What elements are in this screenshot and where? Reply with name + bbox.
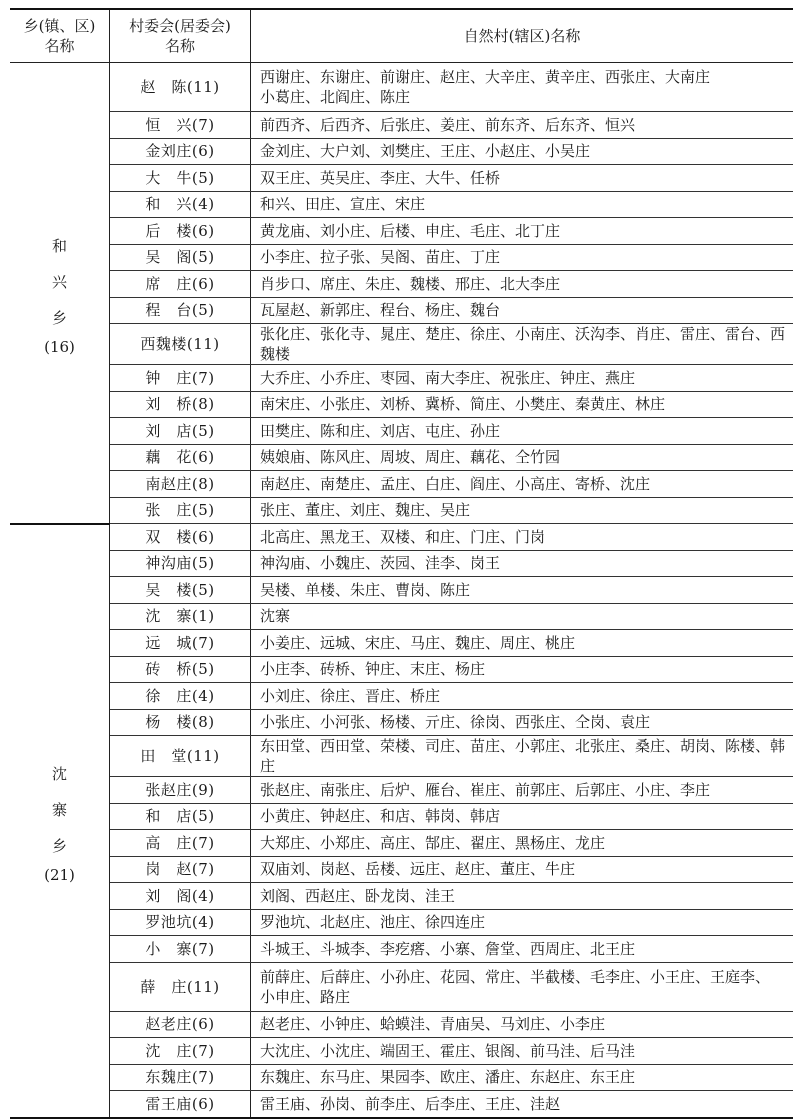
table-row [10,936,793,963]
natural-villages-line: 大沈庄、小沈庄、端固王、霍庄、银阁、前马洼、后马洼 [260,1041,636,1060]
natural-villages-cell [251,777,794,804]
natural-villages-line: 小申庄、路庄 [260,987,351,1006]
village-committee-cell: 东魏庄(7) [110,1064,251,1091]
village-committee-cell: 金刘庄(6) [110,138,251,165]
natural-villages-cell [251,603,794,630]
natural-villages-line: 刘阁、西赵庄、卧龙岗、洼王 [260,886,456,905]
town-name-char: 沈 [51,764,67,783]
village-committee-cell: 岗 赵(7) [110,856,251,883]
table-row [10,218,793,245]
village-committee-cell: 罗池坑(4) [110,909,251,936]
town-name-char: 乡 [51,308,67,327]
village-committee-cell: 钟 庄(7) [110,365,251,392]
table-row [10,244,793,271]
header-row [10,9,793,63]
natural-villages-cell [251,803,794,830]
natural-villages-cell [251,218,794,245]
natural-villages-cell [251,271,794,298]
natural-villages-line: 瓦屋赵、新郭庄、程台、杨庄、魏台 [260,301,501,320]
natural-villages-line: 东魏庄、东马庄、果园李、欧庄、潘庄、东赵庄、东王庄 [260,1068,636,1087]
table-body [10,63,793,1118]
table-row [10,324,793,365]
village-committee-cell: 西魏楼(11) [110,324,251,365]
table-row [10,297,793,324]
village-committee-cell: 砖 桥(5) [110,656,251,683]
table-row [10,1011,793,1038]
village-committee-cell: 杨 楼(8) [110,709,251,736]
natural-villages-line: 肖步口、席庄、朱庄、魏楼、邢庄、北大李庄 [260,274,561,293]
village-committee-cell: 后 楼(6) [110,218,251,245]
village-committee-cell: 和 店(5) [110,803,251,830]
village-committee-cell: 薛 庄(11) [110,962,251,1011]
village-table [10,8,793,1119]
natural-villages-line: 雷王庙、孙岗、前李庄、后李庄、王庄、洼赵 [260,1094,561,1113]
natural-villages-cell [251,165,794,192]
natural-villages-line: 赵老庄、小钟庄、蛤蟆洼、青庙吴、马刘庄、小李庄 [260,1015,606,1034]
table-row [10,909,793,936]
table-row [10,803,793,830]
natural-villages-cell [251,1064,794,1091]
natural-villages-line: 双庙刘、岗赵、岳楼、远庄、赵庄、董庄、牛庄 [260,860,576,879]
natural-villages-line: 小黄庄、钟赵庄、和店、韩岗、韩店 [260,807,501,826]
village-committee-cell: 程 台(5) [110,297,251,324]
natural-villages-cell [251,1091,794,1118]
natural-villages-line: 前西齐、后西齐、后张庄、姜庄、前东齐、后东齐、恒兴 [260,115,636,134]
natural-villages-line: 和兴、田庄、宣庄、宋庄 [260,195,426,214]
header-natural-village: 自然村(辖区)名称 [251,9,794,63]
table-row [10,550,793,577]
natural-villages-line: 小李庄、拉子张、吴阁、苗庄、丁庄 [260,248,501,267]
table-row [10,1091,793,1118]
natural-villages-cell [251,630,794,657]
natural-villages-line: 前薛庄、后薛庄、小孙庄、花园、常庄、半截楼、毛李庄、小王庄、王庭李、 [260,967,771,986]
table-row [10,630,793,657]
natural-villages-line: 黄龙庙、刘小庄、后楼、申庄、毛庄、北丁庄 [260,221,561,240]
natural-villages-line: 张化庄、张化寺、晁庄、楚庄、徐庄、小南庄、沃沟李、肖庄、雷庄、雷台、西魏楼 [260,325,786,363]
village-committee-cell: 南赵庄(8) [110,471,251,498]
natural-villages-line: 姨娘庙、陈风庄、周坡、周庄、藕花、仝竹园 [260,448,561,467]
natural-villages-line: 大乔庄、小乔庄、枣园、南大李庄、祝张庄、钟庄、燕庄 [260,368,636,387]
table-row [10,391,793,418]
natural-villages-cell [251,1038,794,1065]
table-row [10,603,793,630]
natural-villages-line: 小张庄、小河张、杨楼、亓庄、徐岗、西张庄、仝岗、袁庄 [260,713,651,732]
natural-villages-cell [251,471,794,498]
natural-villages-line: 张赵庄、南张庄、后炉、雁台、崔庄、前郭庄、后郭庄、小庄、李庄 [260,780,711,799]
village-committee-cell: 刘 阁(4) [110,883,251,910]
village-committee-cell: 沈 寨(1) [110,603,251,630]
natural-villages-cell [251,1011,794,1038]
natural-villages-line: 吴楼、单楼、朱庄、曹岗、陈庄 [260,580,471,599]
table-row [10,271,793,298]
natural-villages-cell [251,909,794,936]
natural-villages-line: 神沟庙、小魏庄、茨园、洼李、岗王 [260,554,501,573]
natural-villages-line: 小葛庄、北阎庄、陈庄 [260,88,411,106]
village-committee-cell: 张 庄(5) [110,497,251,524]
village-committee-cell: 吴 楼(5) [110,577,251,604]
table-row [10,497,793,524]
natural-villages-cell [251,550,794,577]
natural-villages-line: 东田堂、西田堂、荣楼、司庄、苗庄、小郭庄、北张庄、桑庄、胡岗、陈楼、韩庄 [260,737,786,775]
village-committee-cell: 恒 兴(7) [110,112,251,139]
village-committee-cell: 田 堂(11) [110,736,251,777]
village-committee-cell: 刘 店(5) [110,418,251,445]
natural-villages-line: 西谢庄、东谢庄、前谢庄、赵庄、大辛庄、黄辛庄、西张庄、大南庄 [260,68,711,86]
header-town: 乡(镇、区) 名称 [10,9,110,63]
village-committee-cell: 高 庄(7) [110,830,251,857]
natural-villages-line: 南宋庄、小张庄、刘桥、冀桥、简庄、小樊庄、秦黄庄、林庄 [260,395,666,414]
natural-villages-cell [251,63,794,112]
table-row [10,656,793,683]
table-row [10,777,793,804]
table-row [10,683,793,710]
table-row [10,444,793,471]
town-name-char: 寨 [51,800,67,819]
village-committee-cell: 沈 庄(7) [110,1038,251,1065]
table-row [10,365,793,392]
natural-villages-line: 金刘庄、大户刘、刘樊庄、王庄、小赵庄、小吴庄 [260,142,591,161]
natural-villages-cell [251,138,794,165]
table-row [10,1064,793,1091]
natural-villages-cell [251,244,794,271]
town-count: (16) [44,337,75,356]
natural-villages-line: 田樊庄、陈和庄、刘店、屯庄、孙庄 [260,421,501,440]
header-village-committee: 村委会(居委会) 名称 [110,9,251,63]
natural-villages-cell [251,297,794,324]
village-committee-cell: 刘 桥(8) [110,391,251,418]
village-committee-cell: 神沟庙(5) [110,550,251,577]
natural-villages-cell [251,418,794,445]
natural-villages-cell [251,524,794,551]
table-row [10,471,793,498]
table-row [10,709,793,736]
natural-villages-line: 小刘庄、徐庄、晋庄、桥庄 [260,686,441,705]
table-row [10,856,793,883]
village-committee-cell: 席 庄(6) [110,271,251,298]
natural-villages-line: 大郑庄、小郑庄、高庄、郜庄、翟庄、黑杨庄、龙庄 [260,833,606,852]
table-row [10,138,793,165]
table-row [10,191,793,218]
natural-villages-cell [251,324,794,365]
natural-villages-cell [251,365,794,392]
village-committee-cell: 赵老庄(6) [110,1011,251,1038]
natural-villages-cell [251,191,794,218]
natural-villages-cell [251,444,794,471]
town-name-char: 兴 [51,272,67,291]
village-committee-cell: 远 城(7) [110,630,251,657]
table-row [10,418,793,445]
village-committee-cell: 和 兴(4) [110,191,251,218]
village-committee-cell: 大 牛(5) [110,165,251,192]
natural-villages-line: 斗城王、斗城李、李疙瘩、小寨、詹堂、西周庄、北王庄 [260,939,636,958]
table-row [10,524,793,551]
natural-villages-cell [251,112,794,139]
natural-villages-cell [251,962,794,1011]
natural-villages-line: 双王庄、英吴庄、李庄、大牛、任桥 [260,168,501,187]
table-row [10,112,793,139]
village-committee-cell: 吴 阁(5) [110,244,251,271]
natural-villages-cell [251,577,794,604]
table-row [10,577,793,604]
village-committee-cell: 双 楼(6) [110,524,251,551]
table-row [10,883,793,910]
town-name-char: 和 [51,236,67,255]
table-row [10,736,793,777]
natural-villages-line: 北高庄、黑龙王、双楼、和庄、门庄、门岗 [260,527,546,546]
natural-villages-cell [251,497,794,524]
village-committee-cell: 张赵庄(9) [110,777,251,804]
natural-villages-line: 小庄李、砖桥、钟庄、末庄、杨庄 [260,660,486,679]
village-committee-cell: 徐 庄(4) [110,683,251,710]
natural-villages-line: 张庄、董庄、刘庄、魏庄、吴庄 [260,501,471,520]
town-count: (21) [44,865,75,884]
natural-villages-cell [251,656,794,683]
natural-villages-cell [251,736,794,777]
village-committee-cell: 赵 陈(11) [110,63,251,112]
table-row [10,962,793,1011]
natural-villages-cell [251,856,794,883]
village-committee-cell: 雷王庙(6) [110,1091,251,1118]
natural-villages-cell [251,936,794,963]
town-name-char: 乡 [51,836,67,855]
table-row [10,1038,793,1065]
town-name-cell [10,524,110,1118]
town-name-cell [10,63,110,524]
natural-villages-cell [251,391,794,418]
natural-villages-cell [251,883,794,910]
table-row [10,165,793,192]
natural-villages-line: 罗池坑、北赵庄、池庄、徐四连庄 [260,913,486,932]
table-row [10,63,793,112]
natural-villages-line: 南赵庄、南楚庄、孟庄、白庄、阎庄、小高庄、寄桥、沈庄 [260,474,651,493]
natural-villages-cell [251,830,794,857]
table-row [10,830,793,857]
natural-villages-cell [251,683,794,710]
natural-villages-line: 沈寨 [260,607,291,626]
village-committee-cell: 小 寨(7) [110,936,251,963]
natural-villages-cell [251,709,794,736]
natural-villages-line: 小姜庄、远城、宋庄、马庄、魏庄、周庄、桃庄 [260,633,576,652]
village-committee-cell: 藕 花(6) [110,444,251,471]
